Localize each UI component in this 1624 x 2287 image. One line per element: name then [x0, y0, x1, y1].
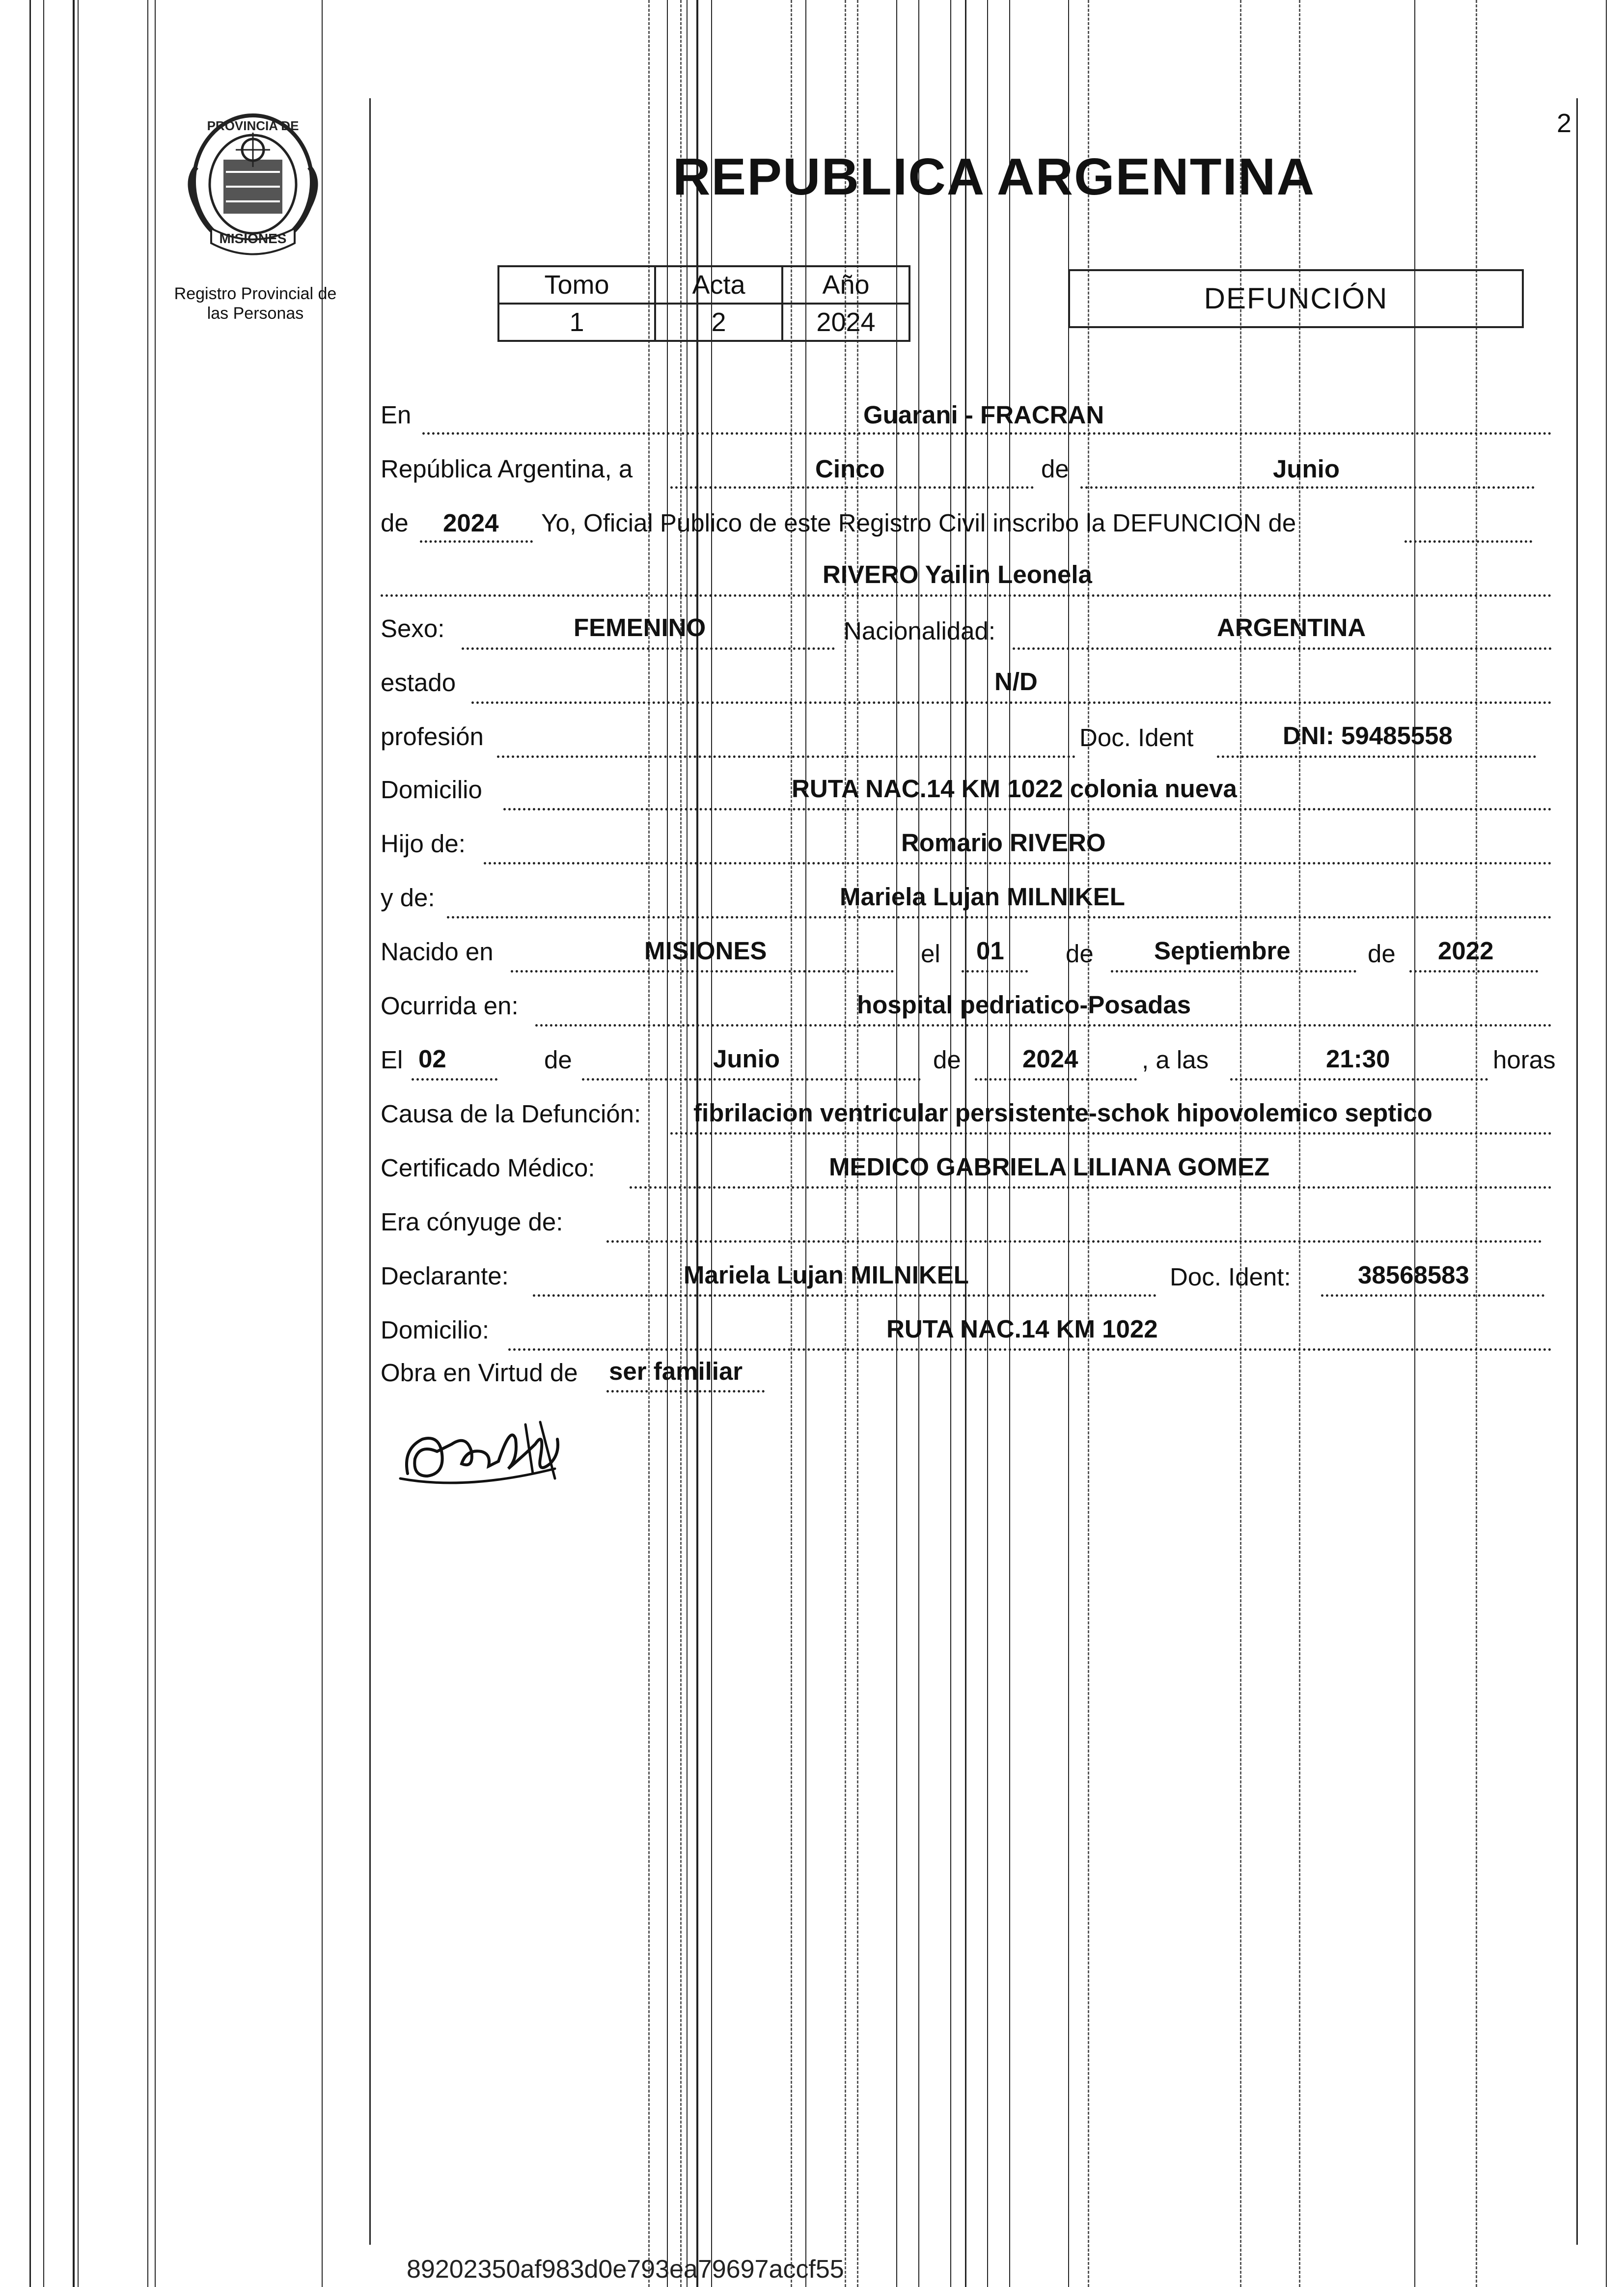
- anio-value: 2024: [443, 509, 499, 537]
- nacionalidad-value: ARGENTINA: [1217, 614, 1366, 641]
- certificado-line: [630, 1186, 1552, 1189]
- nac-anio-line: [1409, 970, 1538, 973]
- domicilio-line: [503, 808, 1552, 810]
- el-label: el: [921, 940, 940, 968]
- domicilio-label-2: Domicilio:: [381, 1316, 490, 1344]
- causa-line: [670, 1132, 1552, 1135]
- de-label-3: de: [1066, 940, 1094, 968]
- domicilio-value-2: RUTA NAC.14 KM 1022: [886, 1315, 1158, 1343]
- sexo-value: FEMENINO: [574, 614, 706, 641]
- document-hash: 89202350af983d0e793ea79697accf55: [407, 2255, 844, 2284]
- domicilio-value: RUTA NAC.14 KM 1022 colonia nueva: [792, 775, 1237, 803]
- estado-value: N/D: [994, 668, 1038, 696]
- register-header-anio: Año: [782, 266, 909, 304]
- def-hora-value: 21:30: [1326, 1045, 1390, 1073]
- obra-value: ser familiar: [609, 1357, 743, 1385]
- obra-line: [606, 1390, 765, 1393]
- register-value-row: [498, 304, 909, 341]
- en-label: En: [381, 401, 412, 429]
- de-label: de: [1041, 455, 1069, 483]
- nombre-line: [381, 594, 1552, 597]
- hijo-value: Romario RIVERO: [901, 829, 1106, 857]
- a-las-label: , a las: [1142, 1046, 1209, 1074]
- nacionalidad-line: [1013, 647, 1552, 650]
- nac-mes-line: [1111, 970, 1356, 973]
- ocurrida-label: Ocurrida en:: [381, 992, 519, 1020]
- y-de-value: Mariela Lujan MILNIKEL: [840, 883, 1125, 911]
- registry-name-line2: las Personas: [207, 304, 304, 323]
- registry-name-line1: Registro Provincial de: [174, 284, 337, 303]
- register-header-tomo: Tomo: [498, 266, 655, 304]
- sexo-line: [462, 647, 835, 650]
- certificado-value: MEDICO GABRIELA LILIANA GOMEZ: [829, 1153, 1270, 1181]
- register-table: [497, 265, 910, 342]
- declarante-value: Mariela Lujan MILNIKEL: [684, 1261, 969, 1289]
- y-de-label: y de:: [381, 884, 435, 912]
- province-seal: [177, 108, 329, 255]
- doc-ident-label: Doc. Ident: [1079, 724, 1194, 752]
- dia-value: Cinco: [815, 455, 885, 483]
- nac-dia-value: 01: [976, 937, 1004, 965]
- act-type-box: DEFUNCIÓN: [1068, 269, 1524, 328]
- republica-label: República Argentina, a: [381, 455, 633, 483]
- register-value-tomo: 1: [498, 304, 655, 341]
- anio-line: [420, 540, 533, 543]
- mes-value: Junio: [1273, 455, 1340, 483]
- de-label-5: de: [544, 1046, 572, 1074]
- def-mes-line: [582, 1078, 921, 1081]
- document-title: REPUBLICA ARGENTINA: [673, 148, 1316, 206]
- de-label-2: de: [381, 509, 409, 537]
- domicilio-label: Domicilio: [381, 776, 482, 804]
- horas-label: horas: [1493, 1046, 1556, 1074]
- causa-value: fibrilacion ventricular persistente-schok hipovolemico septico: [693, 1099, 1432, 1127]
- conyuge-label: Era cónyuge de:: [381, 1208, 563, 1236]
- doc-ident-value: DNI: 59485558: [1283, 722, 1453, 750]
- def-hora-line: [1230, 1078, 1488, 1081]
- conyuge-line: [606, 1240, 1542, 1243]
- page-number: 2: [1557, 109, 1572, 138]
- en-value: Guarani - FRACRAN: [863, 401, 1104, 429]
- nac-dia-line: [962, 970, 1028, 973]
- declarante-line: [533, 1294, 1156, 1297]
- register-value-acta: 2: [655, 304, 782, 341]
- de-label-4: de: [1368, 940, 1396, 968]
- y-de-line: [447, 916, 1552, 919]
- def-anio-line: [975, 1078, 1137, 1081]
- causa-label: Causa de la Defunción:: [381, 1100, 641, 1128]
- doc-ident-line-2: [1321, 1294, 1544, 1297]
- register-header-row: [498, 266, 909, 304]
- oficial-text: Yo, Oficial Publico de este Registro Civil inscribo la DEFUNCION de: [541, 509, 1296, 537]
- profesion-label: profesión: [381, 723, 484, 751]
- estado-label: estado: [381, 669, 456, 697]
- nacido-line: [511, 970, 894, 973]
- registry-name: [157, 284, 354, 323]
- register-value-anio: 2024: [782, 304, 909, 341]
- doc-ident-label-2: Doc. Ident:: [1170, 1263, 1291, 1291]
- dia-line: [670, 486, 1034, 489]
- profesion-line: [497, 755, 1075, 758]
- estado-line: [471, 701, 1552, 704]
- sexo-label: Sexo:: [381, 614, 445, 642]
- obra-label: Obra en Virtud de: [381, 1359, 578, 1387]
- nacionalidad-label: Nacionalidad:: [844, 617, 996, 645]
- oficial-line: [1404, 540, 1532, 543]
- def-anio-value: 2024: [1022, 1045, 1078, 1073]
- doc-ident-line: [1217, 755, 1536, 758]
- hijo-label: Hijo de:: [381, 830, 466, 858]
- domicilio-line-2: [508, 1348, 1552, 1351]
- signature-image: [393, 1405, 589, 1498]
- seal-text-bottom: MISIONES: [219, 231, 287, 246]
- de-label-6: de: [933, 1046, 961, 1074]
- nacido-label: Nacido en: [381, 938, 494, 966]
- seal-text-top: PROVINCIA DE: [207, 118, 299, 133]
- ocurrida-line: [535, 1024, 1552, 1027]
- certificado-label: Certificado Médico:: [381, 1154, 595, 1182]
- def-dia-value: 02: [418, 1045, 446, 1073]
- en-line: [422, 432, 1552, 435]
- register-header-acta: Acta: [655, 266, 782, 304]
- def-dia-line: [412, 1078, 497, 1081]
- nombre-value: RIVERO Yailin Leonela: [823, 560, 1092, 588]
- el-label-2: El: [381, 1046, 403, 1074]
- mes-line: [1080, 486, 1535, 489]
- nac-anio-value: 2022: [1438, 937, 1494, 965]
- declarante-label: Declarante:: [381, 1262, 509, 1290]
- hijo-line: [484, 862, 1552, 865]
- nac-mes-value: Septiembre: [1154, 937, 1291, 965]
- def-mes-value: Junio: [713, 1045, 780, 1073]
- doc-ident-value-2: 38568583: [1358, 1261, 1469, 1289]
- ocurrida-value: hospital pedriatico-Posadas: [857, 991, 1191, 1019]
- nacido-value: MISIONES: [644, 937, 767, 965]
